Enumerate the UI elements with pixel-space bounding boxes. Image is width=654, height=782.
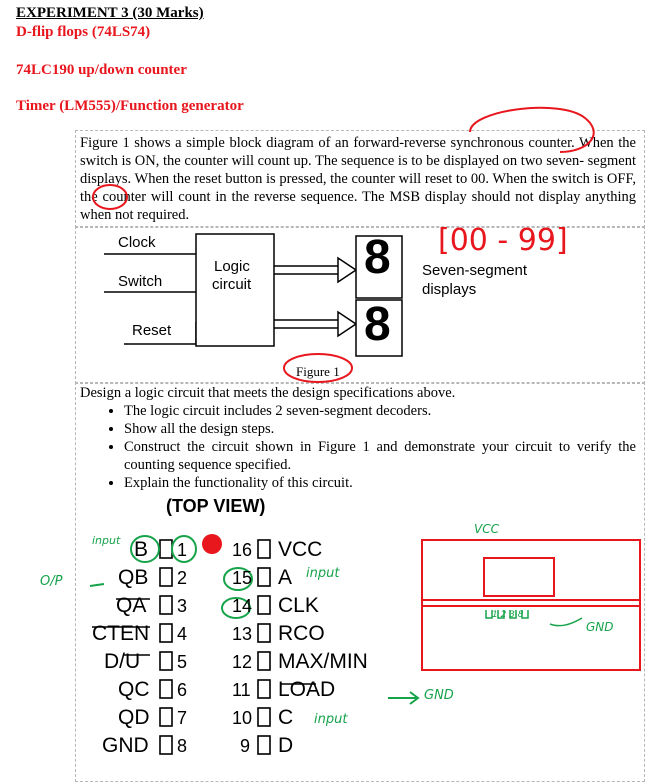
pin-label-vcc: VCC xyxy=(278,538,323,561)
label-reset: Reset xyxy=(132,322,172,339)
pin-num-5: 5 xyxy=(177,652,188,672)
msb-digit: 8 xyxy=(364,231,391,284)
pin-num-14: 14 xyxy=(232,596,253,616)
pin-label-maxmin: MAX/MIN xyxy=(278,650,368,673)
task-list xyxy=(80,402,636,492)
pin-num-6: 6 xyxy=(177,680,188,700)
pin-label-b: B xyxy=(134,538,149,561)
display-label-2: displays xyxy=(422,281,477,298)
pin-label-qb: QB xyxy=(118,566,149,589)
annot-input-c: input xyxy=(314,712,348,727)
component-counter: 74LC190 up/down counter xyxy=(16,62,187,78)
pin-num-3: 3 xyxy=(177,596,188,616)
pin-num-7: 7 xyxy=(177,708,188,728)
pin-label-load: LOAD xyxy=(278,678,336,701)
task-section xyxy=(80,384,636,492)
pin-label-rco: RCO xyxy=(278,622,325,645)
logic-label-2: circuit xyxy=(212,276,252,293)
pin-num-13: 13 xyxy=(232,624,253,644)
pin-num-2: 2 xyxy=(177,568,188,588)
pin-label-cten: CTEN xyxy=(92,622,150,645)
task-bullet: • Explain the functionality of this circuit. xyxy=(124,474,636,492)
task-bullet: • The logic circuit includes 2 seven-segment decoders. xyxy=(124,402,636,420)
range-annotation: [00 - 99] xyxy=(438,226,568,258)
annot-gnd-board: GND xyxy=(586,620,614,634)
display-label-1: Seven-segment xyxy=(422,262,528,279)
pinout-title: (TOP VIEW) xyxy=(166,496,266,516)
arrow-bottom xyxy=(338,312,356,336)
pin-label-d: D xyxy=(278,734,294,757)
pin-num-10: 10 xyxy=(232,708,253,728)
pin-label-a: A xyxy=(278,566,293,589)
pin-num-12: 12 xyxy=(232,652,253,672)
pin-label-qc: QC xyxy=(118,678,150,701)
pin1-marker xyxy=(202,534,222,554)
pin-num-11: 11 xyxy=(232,680,251,700)
pin-label-qa: QA xyxy=(116,594,147,617)
component-dff: D-flip flops (74LS74) xyxy=(16,24,151,40)
annot-gnd-load: GND xyxy=(424,688,454,703)
pin-label-c: C xyxy=(278,706,294,729)
block-diagram xyxy=(0,226,654,386)
annot-input-a: input xyxy=(306,566,340,581)
pin-label-clk: CLK xyxy=(278,594,319,617)
annot-input-b: input xyxy=(92,534,121,547)
task-intro: Design a logic circuit that meets the design specifications above. xyxy=(80,385,456,401)
pin-num-8: 8 xyxy=(177,736,188,756)
task-bullet: • Show all the design steps. xyxy=(124,420,636,438)
pin-num-16: 16 xyxy=(232,540,253,560)
arrow-top xyxy=(338,258,356,282)
annot-vcc: VCC xyxy=(474,522,499,536)
description-paragraph: Figure 1 shows a simple block diagram of an forward-reverse synchronous counter. When the switch is ON, the counter will count up. The sequence is to be displayed on two seven- segment displays. When the reset button is pressed, the counter will reset to 00. When the switch is OFF, the counter will count in the reverse sequence. The MSB display should not display anything when not required. xyxy=(80,135,636,223)
pin-label-gnd: GND xyxy=(102,734,149,757)
reset-value-circle xyxy=(93,185,127,209)
pin-label-qd: QD xyxy=(118,706,150,729)
pin-label-du: D/U xyxy=(104,650,141,673)
counter-circle xyxy=(470,108,594,152)
paragraph-annotations xyxy=(0,0,654,230)
pin-num-1: 1 xyxy=(177,540,188,560)
lsb-digit: 8 xyxy=(364,298,391,351)
component-timer: Timer (LM555)/Function generator xyxy=(16,98,244,114)
experiment-title: EXPERIMENT 3 (30 Marks) xyxy=(16,5,204,21)
label-switch: Switch xyxy=(118,273,163,290)
annot-output: O/P xyxy=(40,574,63,589)
label-clock: Clock xyxy=(118,234,156,251)
pin-num-9: 9 xyxy=(240,736,251,756)
task-bullet: • Construct the circuit shown in Figure 1 and demonstrate your circuit to verify the counting sequence specified. xyxy=(124,438,636,474)
figure-caption: Figure 1 xyxy=(296,364,340,379)
annot-board-nums: 1 2 3 8 xyxy=(492,610,524,620)
pin-num-4: 4 xyxy=(177,624,188,644)
pin-num-15: 15 xyxy=(232,568,253,588)
logic-label-1: Logic xyxy=(214,258,250,275)
